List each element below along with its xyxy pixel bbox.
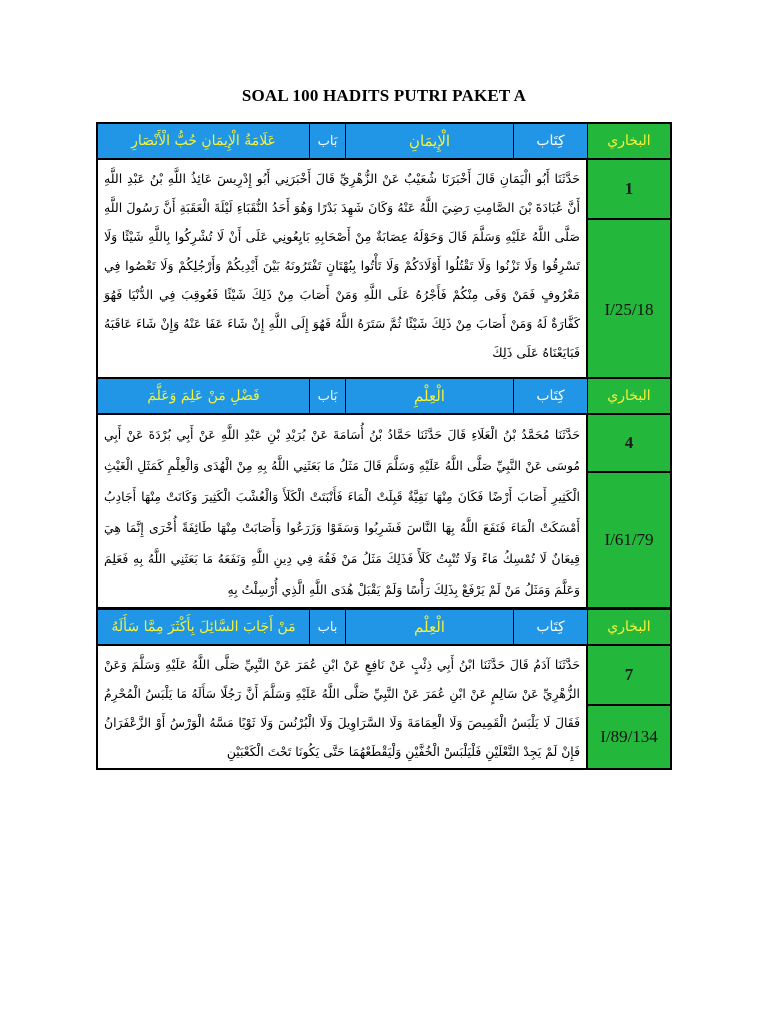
- source-label: البخاري: [588, 379, 670, 413]
- kitab-label: كِتَاب: [514, 379, 588, 413]
- source-label: البخاري: [588, 124, 670, 158]
- hadith-block-1: [96, 122, 672, 402]
- hadith-header: [98, 124, 670, 160]
- kitab-title: الْإِيمَانِ: [346, 124, 514, 158]
- hadith-number: 1: [588, 160, 670, 220]
- hadith-header: [98, 610, 670, 646]
- hadith-text: حَدَّثَنَا آدَمُ قَالَ حَدَّثَنَا ابْنُ أَبِي ذِئْبٍ عَنْ نَافِعٍ عَنْ ابْنِ عُمَرَ عَنْ النَّبِيِّ صَلَّى اللَّهُ عَلَيْهِ وَسَلَّمَ وَعَنْ الزُّهْرِيِّ عَنْ سَالِمٍ عَنْ ابْنِ عُمَرَ عَنْ النَّبِيِّ صَلَّى اللَّهُ عَلَيْهِ وَسَلَّمَ أَنَّ رَجُلًا سَأَلَهُ مَا يَلْبَسُ الْمُحْرِمُ فَقَالَ لَا يَلْبَسُ الْقَمِيصَ وَلَا الْعِمَامَةَ وَلَا السَّرَاوِيلَ وَلَا الْبُرْنُسَ وَلَا ثَوْبًا مَسَّهُ الْوَرْسُ أَوْ الزَّعْفَرَانُ فَإِنْ لَمْ يَجِدْ النَّعْلَيْنِ فَلْيَلْبَسْ الْخُفَّيْنِ وَلْيَقْطَعْهُمَا حَتَّى يَكُونَا تَحْتَ الْكَعْبَيْنِ: [98, 646, 588, 768]
- kitab-label: كِتَاب: [514, 610, 588, 644]
- bab-label: باب: [310, 610, 346, 644]
- kitab-title: الْعِلْمِ: [346, 379, 514, 413]
- hadith-block-3: [96, 608, 672, 770]
- bab-label: بَاب: [310, 379, 346, 413]
- bab-label: بَاب: [310, 124, 346, 158]
- bab-title: مَنْ أَجَابَ السَّائِلَ بِأَكْثَرَ مِمَّا سَأَلَهُ: [98, 610, 310, 644]
- hadith-text: حَدَّثَنَا أَبُو الْيَمَانِ قَالَ أَخْبَرَنَا شُعَيْبٌ عَنْ الزُّهْرِيِّ قَالَ أَخْبَرَنِي أَبُو إِدْرِيسَ عَائِذُ اللَّهِ بْنُ عَبْدِ اللَّهِ أَنَّ عُبَادَةَ بْنَ الصَّامِتِ رَضِيَ اللَّهُ عَنْهُ وَكَانَ شَهِدَ بَدْرًا وَهُوَ أَحَدُ النُّقَبَاءِ لَيْلَةَ الْعَقَبَةِ أَنَّ رَسُولَ اللَّهِ صَلَّى اللَّهُ عَلَيْهِ وَسَلَّمَ قَالَ وَحَوْلَهُ عِصَابَةٌ مِنْ أَصْحَابِهِ بَايِعُونِي عَلَى أَنْ لَا تُشْرِكُوا بِاللَّهِ شَيْئًا وَلَا تَسْرِقُوا وَلَا تَزْنُوا وَلَا تَقْتُلُوا أَوْلَادَكُمْ وَلَا تَأْتُوا بِبُهْتَانٍ تَفْتَرُونَهُ بَيْنَ أَيْدِيكُمْ وَأَرْجُلِكُمْ وَلَا تَعْصُوا فِي مَعْرُوفٍ فَمَنْ وَفَى مِنْكُمْ فَأَجْرُهُ عَلَى اللَّهِ وَمَنْ أَصَابَ مِنْ ذَلِكَ شَيْئًا فَعُوقِبَ فِي الدُّنْيَا فَهُوَ كَفَّارَةٌ لَهُ وَمَنْ أَصَابَ مِنْ ذَلِكَ شَيْئًا ثُمَّ سَتَرَهُ اللَّهُ فَهُوَ إِلَى اللَّهِ إِنْ شَاءَ عَفَا عَنْهُ وَإِنْ شَاءَ عَاقَبَهُ فَبَايَعْنَاهُ عَلَى ذَلِكَ: [98, 160, 588, 400]
- kitab-label: كِتَاب: [514, 124, 588, 158]
- hadith-number: 7: [588, 646, 670, 706]
- hadith-reference: I/61/79: [604, 530, 654, 549]
- bab-title: فَضْلِ مَنْ عَلِمَ وَعَلَّمَ: [98, 379, 310, 413]
- hadith-text: حَدَّثَنَا مُحَمَّدُ بْنُ الْعَلَاءِ قَالَ حَدَّثَنَا حَمَّادُ بْنُ أُسَامَةَ عَنْ بُرَيْدِ بْنِ عَبْدِ اللَّهِ عَنْ أَبِي بُرْدَةَ عَنْ أَبِي مُوسَى عَنْ النَّبِيِّ صَلَّى اللَّهُ عَلَيْهِ وَسَلَّمَ قَالَ مَثَلُ مَا بَعَثَنِي اللَّهُ بِهِ مِنْ الْهُدَى وَالْعِلْمِ كَمَثَلِ الْغَيْثِ الْكَثِيرِ أَصَابَ أَرْضًا فَكَانَ مِنْهَا نَقِيَّةٌ قَبِلَتْ الْمَاءَ فَأَنْبَتَتْ الْكَلَأَ وَالْعُشْبَ الْكَثِيرَ وَكَانَتْ مِنْهَا أَجَادِبُ أَمْسَكَتْ الْمَاءَ فَنَفَعَ اللَّهُ بِهَا النَّاسَ فَشَرِبُوا وَسَقَوْا وَزَرَعُوا وَأَصَابَتْ مِنْهَا طَائِفَةً أُخْرَى إِنَّمَا هِيَ قِيعَانٌ لَا تُمْسِكُ مَاءً وَلَا تُنْبِتُ كَلَأً فَذَلِكَ مَثَلُ مَنْ فَقُهَ فِي دِينِ اللَّهِ وَنَفَعَهُ مَا بَعَثَنِي اللَّهُ بِهِ فَعَلِمَ وَعَلَّمَ وَمَثَلُ مَنْ لَمْ يَرْفَعْ بِذَلِكَ رَأْسًا وَلَمْ يَقْبَلْ هُدَى اللَّهِ الَّذِي أُرْسِلْتُ بِهِ: [98, 415, 588, 607]
- source-label: البخاري: [588, 610, 670, 644]
- hadith-number: 4: [588, 415, 670, 473]
- kitab-title: الْعِلْم: [346, 610, 514, 644]
- hadith-reference: I/25/18: [604, 300, 654, 319]
- page-title: SOAL 100 HADITS PUTRI PAKET A: [241, 86, 527, 105]
- hadith-header: [98, 379, 670, 415]
- hadith-block-2: [96, 377, 672, 609]
- hadith-reference: I/89/134: [600, 727, 658, 746]
- bab-title: عَلَامَةُ الْإِيمَانِ حُبُّ الْأَنْصَارِ: [98, 124, 310, 158]
